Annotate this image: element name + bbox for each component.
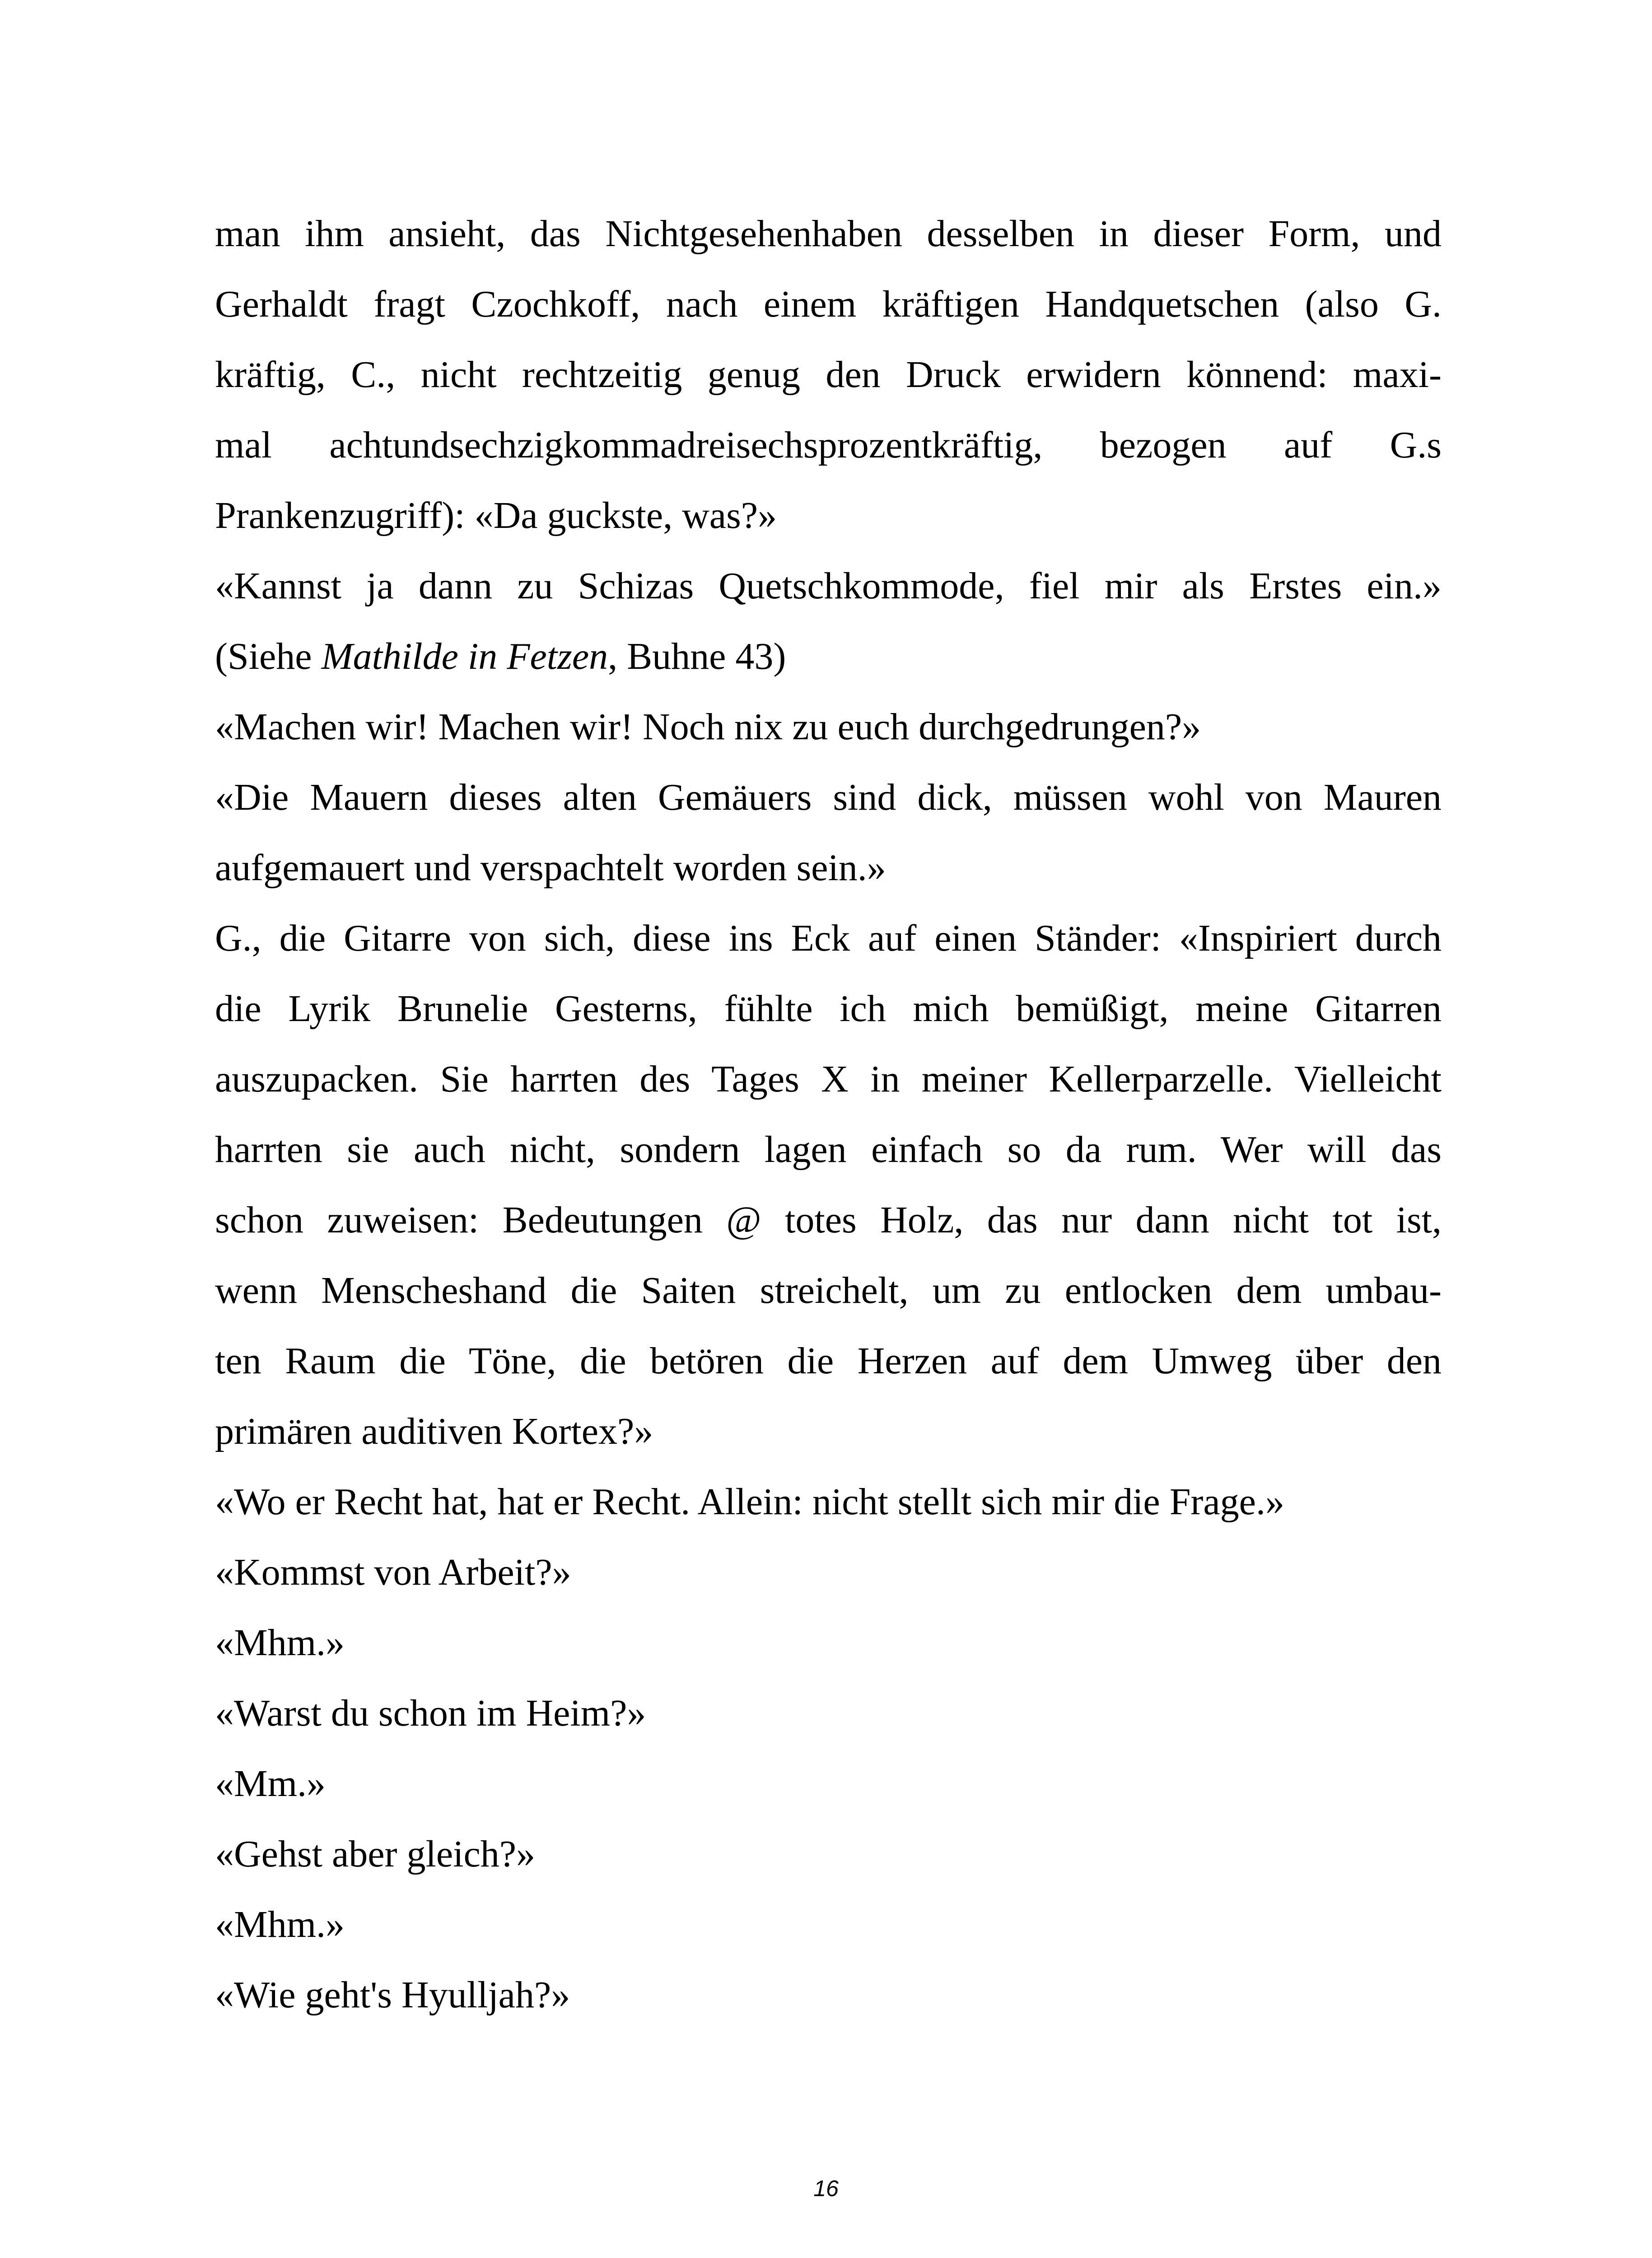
text-line: «Mhm.»: [215, 1622, 345, 1664]
text-line: «Mm.»: [215, 1763, 326, 1805]
text-line: «Gehst aber gleich?»: [215, 1833, 536, 1875]
text-line-reference: [215, 621, 1442, 692]
text-line: aufgemauert und verspachtelt worden sein.»: [215, 847, 886, 889]
text-line: harrten sie auch nicht, sondern lagen einfach so da rum. Wer will das: [215, 1129, 1442, 1171]
text-line: auszupacken. Sie harrten des Tages X in meiner Kellerparzelle. Vielleicht: [215, 1058, 1442, 1100]
text-line: «Kommst von Arbeit?»: [215, 1551, 571, 1593]
text-line: «Kannst ja dann zu Schizas Quetschkommode, fiel mir als Erstes ein.»: [215, 565, 1442, 607]
text-line: die Lyrik Brunelie Gesterns, fühlte ich mich bemüßigt, meine Gitarren: [215, 988, 1442, 1030]
text-line: ten Raum die Töne, die betören die Herzen auf dem Umweg über den: [215, 1340, 1442, 1382]
book-title: Mathilde in Fetzen: [321, 635, 608, 677]
text-line: mal achtundsechzigkommadreisechsprozentkräftig, bezogen auf G.s: [215, 424, 1442, 466]
text-line: wenn Menscheshand die Saiten streichelt, um zu entlocken dem umbau-: [215, 1269, 1442, 1311]
text-line: kräftig, C., nicht rechtzeitig genug den Druck erwidern könnend: maxi-: [215, 354, 1442, 396]
text-line: G., die Gitarre von sich, diese ins Eck auf einen Ständer: «Inspiriert durch: [215, 917, 1442, 959]
text-line: «Warst du schon im Heim?»: [215, 1692, 646, 1734]
reference-prefix: (Siehe: [215, 635, 322, 677]
body-text: [215, 0, 1442, 2030]
text-line: «Wo er Recht hat, hat er Recht. Allein: nicht stellt sich mir die Frage.»: [215, 1481, 1284, 1523]
page-number: 16: [813, 2176, 839, 2201]
text-line: «Wie geht's Hyulljah?»: [215, 1974, 570, 2016]
text-line: schon zuweisen: Bedeutungen @ totes Holz, das nur dann nicht tot ist,: [215, 1199, 1442, 1241]
text-line: «Machen wir! Machen wir! Noch nix zu euch durchgedrungen?»: [215, 706, 1201, 748]
text-line: «Die Mauern dieses alten Gemäuers sind dick, müssen wohl von Mauren: [215, 776, 1442, 818]
text-line: Prankenzugriff): «Da guckste, was?»: [215, 495, 777, 537]
text-line: man ihm ansieht, das Nichtgesehenhaben desselben in dieser Form, und: [215, 213, 1442, 255]
text-line: primären auditiven Kortex?»: [215, 1410, 653, 1452]
text-line: Gerhaldt fragt Czochkoff, nach einem kräftigen Handquetschen (also G.: [215, 283, 1442, 325]
text-line: «Mhm.»: [215, 1903, 345, 1945]
reference-suffix: , Buhne 43): [608, 635, 786, 677]
